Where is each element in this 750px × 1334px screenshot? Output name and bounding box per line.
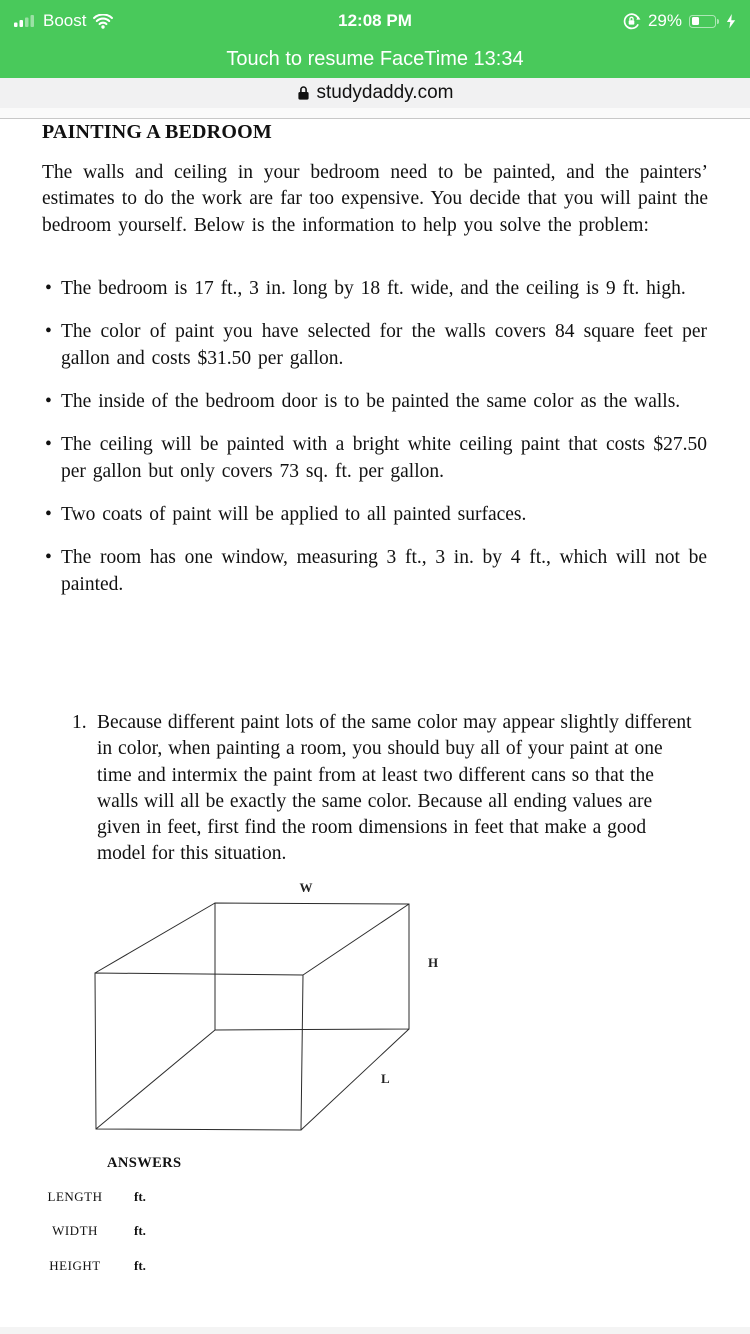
- width-label: W: [299, 880, 313, 895]
- battery-nub: [717, 19, 719, 24]
- question-text: Because different paint lots of the same color may appear slightly different in color, when painting a room, you should buy all of your paint at one time and intermix the paint from at least two different cans so that the walls will all be exactly the same color. Because all ending values are given in feet, first find the room dimensions in feet that make a good model for this situation.: [97, 712, 692, 865]
- length-label: LENGTH: [47, 1189, 103, 1204]
- status-left-cluster: [14, 11, 113, 31]
- diagram-back-face: [215, 903, 409, 1030]
- url-domain: studydaddy.com: [316, 82, 454, 103]
- lock-icon: [297, 85, 310, 101]
- browser-chrome-fade: [0, 108, 750, 118]
- height-unit: ft.: [134, 1258, 146, 1273]
- status-right-cluster: [622, 11, 736, 31]
- page-bottom-edge: [0, 1327, 750, 1334]
- intro-paragraph: The walls and ceiling in your bedroom need to be painted, and the painters’ estimates to do the work are far too expensive. You decide that you will paint the bedroom yourself. Below is the information to help you solve the problem:: [42, 162, 708, 236]
- answer-row-height: [0, 1258, 300, 1278]
- question-1: [72, 710, 695, 868]
- answers-heading: ANSWERS: [107, 1155, 182, 1171]
- list-item: • The ceiling will be painted with a bright white ceiling paint that costs $27.50 per gallon but only covers 73 sq. ft. per gallon.: [61, 431, 707, 485]
- fact-bullet-list: [61, 275, 707, 614]
- clock: 12:08 PM: [338, 11, 412, 30]
- status-row: [0, 0, 750, 42]
- answer-row-length: [0, 1189, 300, 1209]
- question-number: 1.: [72, 712, 87, 733]
- battery-percent-label: 29%: [647, 11, 682, 30]
- list-item: • The bedroom is 17 ft., 3 in. long by 18 ft. wide, and the ceiling is 9 ft. high.: [61, 275, 707, 302]
- signal-bars-icon: [14, 15, 36, 27]
- wifi-icon: [93, 14, 113, 29]
- width-unit: ft.: [134, 1223, 146, 1238]
- list-item: • Two coats of paint will be applied to all painted surfaces.: [61, 501, 707, 528]
- charging-bolt-icon: [726, 14, 736, 29]
- status-bar: [0, 0, 750, 78]
- document-title: PAINTING A BEDROOM: [42, 121, 272, 143]
- list-item: • The color of paint you have selected for the walls covers 84 square feet per gallon and costs $31.50 per gallon.: [61, 318, 707, 372]
- address-bar[interactable]: [0, 78, 750, 108]
- length-label: L: [381, 1071, 390, 1086]
- length-unit: ft.: [134, 1189, 146, 1204]
- list-item: • The room has one window, measuring 3 ft., 3 in. by 4 ft., which will not be painted.: [61, 544, 707, 598]
- diagram-edge: [96, 1030, 215, 1129]
- carrier-label: Boost: [43, 11, 87, 30]
- room-box-diagram: [88, 878, 438, 1140]
- list-item: • The inside of the bedroom door is to be painted the same color as the walls.: [61, 388, 707, 415]
- diagram-edge: [303, 904, 409, 975]
- width-label-row: WIDTH: [52, 1223, 98, 1238]
- answer-row-width: [0, 1223, 300, 1243]
- height-label: H: [428, 955, 438, 970]
- worksheet-document: [0, 119, 750, 1334]
- facetime-resume-banner[interactable]: Touch to resume FaceTime 13:34: [226, 47, 524, 70]
- diagram-front-face: [95, 973, 303, 1130]
- height-label-row: HEIGHT: [49, 1258, 101, 1273]
- diagram-edge: [301, 1029, 409, 1130]
- diagram-edge: [95, 903, 215, 973]
- battery-icon: [689, 15, 716, 28]
- rotation-lock-icon: [622, 12, 641, 31]
